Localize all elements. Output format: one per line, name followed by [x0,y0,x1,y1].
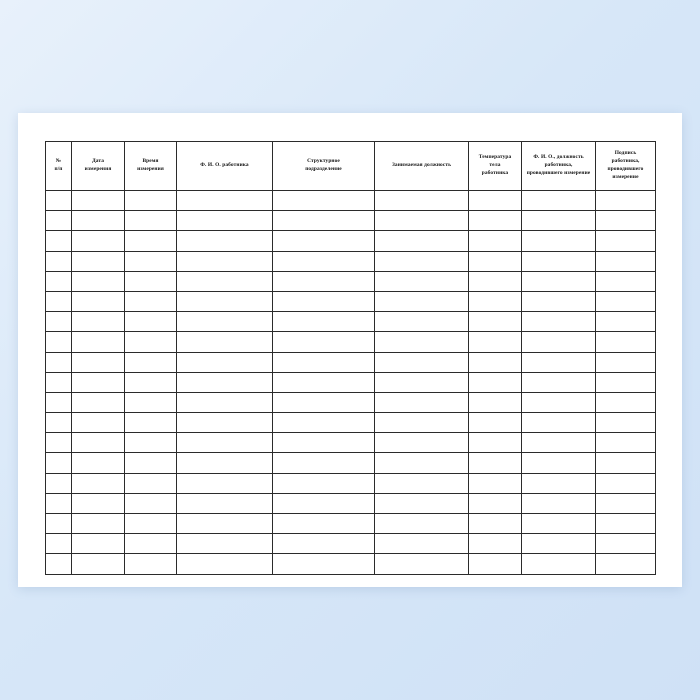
table-cell-c2[interactable] [125,211,177,231]
table-cell-c8[interactable] [596,271,656,291]
table-cell-c6[interactable] [469,271,522,291]
table-cell-c0[interactable] [46,372,72,392]
table-cell-c0[interactable] [46,433,72,453]
table-cell-c2[interactable] [125,231,177,251]
table-cell-c1[interactable] [72,231,125,251]
table-cell-c4[interactable] [273,211,375,231]
table-cell-c7[interactable] [522,554,596,574]
table-cell-c5[interactable] [375,473,469,493]
table-cell-c2[interactable] [125,312,177,332]
table-cell-c6[interactable] [469,231,522,251]
table-row [46,554,656,574]
table-cell-c6[interactable] [469,534,522,554]
table-cell-c5[interactable] [375,413,469,433]
table-cell-c6[interactable] [469,554,522,574]
table-cell-c0[interactable] [46,453,72,473]
table-cell-c0[interactable] [46,534,72,554]
table-cell-c4[interactable] [273,493,375,513]
table-cell-c8[interactable] [596,453,656,473]
table-cell-c7[interactable] [522,312,596,332]
temperature-log-table [45,141,656,575]
table-row [46,231,656,251]
table-row [46,453,656,473]
table-cell-c0[interactable] [46,191,72,211]
table-cell-c0[interactable] [46,312,72,332]
table-row [46,312,656,332]
table-cell-c5[interactable] [375,534,469,554]
table-cell-c7[interactable] [522,514,596,534]
table-cell-c3[interactable] [177,312,273,332]
column-header-employee-name [177,142,273,191]
table-cell-c8[interactable] [596,291,656,311]
table-cell-c2[interactable] [125,191,177,211]
table-row [46,251,656,271]
table-cell-c0[interactable] [46,291,72,311]
table-cell-c0[interactable] [46,413,72,433]
header-line: Структурное [307,158,340,165]
header-line: Подпись [614,150,637,157]
table-cell-c1[interactable] [72,514,125,534]
column-header-measurer-name [522,142,596,191]
table-cell-c4[interactable] [273,433,375,453]
table-cell-c2[interactable] [125,413,177,433]
table-cell-c1[interactable] [72,372,125,392]
table-cell-c4[interactable] [273,251,375,271]
table-row [46,433,656,453]
table-cell-c4[interactable] [273,291,375,311]
header-row [46,142,656,191]
table-row [46,413,656,433]
table-cell-c7[interactable] [522,271,596,291]
table-cell-c2[interactable] [125,372,177,392]
table-cell-c8[interactable] [596,231,656,251]
header-line: проводившего [607,166,644,172]
header-line: работника, [544,162,573,169]
table-cell-c7[interactable] [522,231,596,251]
table-cell-c1[interactable] [72,191,125,211]
table-cell-c3[interactable] [177,191,273,211]
table-cell-c8[interactable] [596,413,656,433]
table-cell-c5[interactable] [375,493,469,513]
table-row [46,332,656,352]
table-cell-c4[interactable] [273,413,375,433]
table-cell-c5[interactable] [375,332,469,352]
table-row [46,191,656,211]
header-line: работника, [611,158,640,165]
table-cell-c3[interactable] [177,291,273,311]
table-cell-c5[interactable] [375,433,469,453]
table-cell-c4[interactable] [273,352,375,372]
table-cell-c6[interactable] [469,514,522,534]
table-cell-c3[interactable] [177,392,273,412]
table-cell-c6[interactable] [469,332,522,352]
table-cell-c7[interactable] [522,332,596,352]
table-cell-c4[interactable] [273,231,375,251]
table-cell-c2[interactable] [125,271,177,291]
table-cell-c0[interactable] [46,211,72,231]
table-cell-c2[interactable] [125,514,177,534]
table-cell-c3[interactable] [177,453,273,473]
table-cell-c8[interactable] [596,554,656,574]
table-cell-c2[interactable] [125,554,177,574]
table-cell-c8[interactable] [596,211,656,231]
table-cell-c0[interactable] [46,392,72,412]
header-line: работника [481,169,509,176]
table-cell-c2[interactable] [125,453,177,473]
table-cell-c6[interactable] [469,251,522,271]
table-cell-c8[interactable] [596,312,656,332]
table-cell-c7[interactable] [522,433,596,453]
table-cell-c0[interactable] [46,251,72,271]
table-row [46,291,656,311]
header-line: измерение [612,173,639,180]
table-cell-c2[interactable] [125,534,177,554]
table-cell-c7[interactable] [522,413,596,433]
table-cell-c6[interactable] [469,291,522,311]
table-cell-c4[interactable] [273,271,375,291]
column-header-number [46,142,72,191]
table-cell-c8[interactable] [596,534,656,554]
table-cell-c3[interactable] [177,433,273,453]
table-cell-c2[interactable] [125,473,177,493]
table-cell-c6[interactable] [469,493,522,513]
table-cell-c8[interactable] [596,332,656,352]
table-cell-c6[interactable] [469,392,522,412]
table-cell-c3[interactable] [177,271,273,291]
column-header-body-temperature [469,142,522,191]
table-cell-c7[interactable] [522,493,596,513]
table-cell-c8[interactable] [596,191,656,211]
table-cell-c5[interactable] [375,554,469,574]
table-cell-c1[interactable] [72,534,125,554]
table-cell-c4[interactable] [273,514,375,534]
table-cell-c6[interactable] [469,413,522,433]
table-cell-c7[interactable] [522,473,596,493]
table-cell-c4[interactable] [273,554,375,574]
table-cell-c4[interactable] [273,392,375,412]
table-cell-c2[interactable] [125,392,177,412]
table-cell-c3[interactable] [177,352,273,372]
table-cell-c3[interactable] [177,534,273,554]
table-cell-c6[interactable] [469,433,522,453]
table-cell-c6[interactable] [469,453,522,473]
table-cell-c3[interactable] [177,554,273,574]
table-cell-c1[interactable] [72,453,125,473]
table-cell-c4[interactable] [273,453,375,473]
table-cell-c8[interactable] [596,372,656,392]
header-line: проводившего измерение [526,169,591,176]
column-header-measurer-signature [596,142,656,191]
table-cell-c8[interactable] [596,493,656,513]
table-cell-c5[interactable] [375,271,469,291]
table-cell-c2[interactable] [125,332,177,352]
table-cell-c0[interactable] [46,493,72,513]
table-cell-c7[interactable] [522,352,596,372]
table-cell-c3[interactable] [177,473,273,493]
table-cell-c4[interactable] [273,473,375,493]
table-cell-c8[interactable] [596,433,656,453]
header-line: № [55,158,62,165]
column-header-department [273,142,375,191]
table-row [46,211,656,231]
table-cell-c0[interactable] [46,473,72,493]
table-cell-c8[interactable] [596,251,656,271]
table-cell-c8[interactable] [596,352,656,372]
table-cell-c5[interactable] [375,514,469,534]
table-cell-c0[interactable] [46,352,72,372]
table-cell-c1[interactable] [72,413,125,433]
table-cell-c8[interactable] [596,514,656,534]
table-cell-c5[interactable] [375,251,469,271]
table-row [46,271,656,291]
table-cell-c2[interactable] [125,352,177,372]
table-cell-c1[interactable] [72,332,125,352]
table-container [45,141,655,575]
table-cell-c4[interactable] [273,332,375,352]
table-cell-c5[interactable] [375,372,469,392]
table-cell-c7[interactable] [522,251,596,271]
table-cell-c5[interactable] [375,392,469,412]
table-cell-c6[interactable] [469,352,522,372]
column-header-position [375,142,469,191]
table-cell-c5[interactable] [375,211,469,231]
table-cell-c3[interactable] [177,211,273,231]
table-cell-c0[interactable] [46,231,72,251]
table-cell-c1[interactable] [72,291,125,311]
header-line: подразделение [305,166,342,172]
table-row [46,473,656,493]
table-cell-c1[interactable] [72,433,125,453]
table-cell-c6[interactable] [469,211,522,231]
table-cell-c5[interactable] [375,231,469,251]
table-cell-c8[interactable] [596,473,656,493]
header-line: п/п [54,166,63,172]
table-row [46,372,656,392]
header-line: Ф. И. О. работника [200,162,249,169]
table-row [46,514,656,534]
column-header-date [72,142,125,191]
table-cell-c1[interactable] [72,554,125,574]
table-cell-c4[interactable] [273,312,375,332]
table-cell-c6[interactable] [469,372,522,392]
table-row [46,352,656,372]
table-cell-c1[interactable] [72,473,125,493]
document-sheet [18,113,682,587]
table-cell-c3[interactable] [177,231,273,251]
table-cell-c7[interactable] [522,211,596,231]
table-cell-c2[interactable] [125,433,177,453]
table-row [46,493,656,513]
header-line: Дата [91,158,105,165]
header-line: измерения [137,166,164,172]
table-cell-c3[interactable] [177,493,273,513]
table-cell-c0[interactable] [46,332,72,352]
table-row [46,534,656,554]
table-cell-c2[interactable] [125,493,177,513]
table-cell-c5[interactable] [375,453,469,473]
header-line: измерения [84,166,112,172]
header-line: Температура [478,154,512,161]
table-cell-c4[interactable] [273,372,375,392]
table-cell-c5[interactable] [375,191,469,211]
table-cell-c4[interactable] [273,534,375,554]
header-line: Ф. И. О., должность [533,154,584,161]
column-header-time [125,142,177,191]
table-cell-c0[interactable] [46,514,72,534]
table-cell-c3[interactable] [177,332,273,352]
table-cell-c1[interactable] [72,493,125,513]
table-cell-c3[interactable] [177,372,273,392]
table-cell-c7[interactable] [522,191,596,211]
table-cell-c2[interactable] [125,251,177,271]
table-cell-c1[interactable] [72,251,125,271]
table-cell-c3[interactable] [177,413,273,433]
table-cell-c7[interactable] [522,291,596,311]
table-cell-c8[interactable] [596,392,656,412]
table-cell-c2[interactable] [125,291,177,311]
table-cell-c3[interactable] [177,514,273,534]
header-line: Время [142,158,159,165]
table-cell-c0[interactable] [46,554,72,574]
table-cell-c7[interactable] [522,372,596,392]
table-cell-c1[interactable] [72,392,125,412]
table-cell-c5[interactable] [375,312,469,332]
table-body [46,191,656,575]
table-cell-c6[interactable] [469,473,522,493]
table-cell-c7[interactable] [522,453,596,473]
table-cell-c0[interactable] [46,271,72,291]
table-row [46,392,656,412]
table-cell-c4[interactable] [273,191,375,211]
table-header [46,142,656,191]
table-cell-c6[interactable] [469,191,522,211]
header-line: Занимаемая должность [391,162,452,169]
table-cell-c1[interactable] [72,312,125,332]
table-cell-c6[interactable] [469,312,522,332]
table-cell-c1[interactable] [72,211,125,231]
table-cell-c5[interactable] [375,352,469,372]
table-cell-c7[interactable] [522,392,596,412]
table-cell-c7[interactable] [522,534,596,554]
table-cell-c1[interactable] [72,271,125,291]
table-cell-c3[interactable] [177,251,273,271]
table-cell-c5[interactable] [375,291,469,311]
table-cell-c1[interactable] [72,352,125,372]
header-line: тела [489,162,501,169]
